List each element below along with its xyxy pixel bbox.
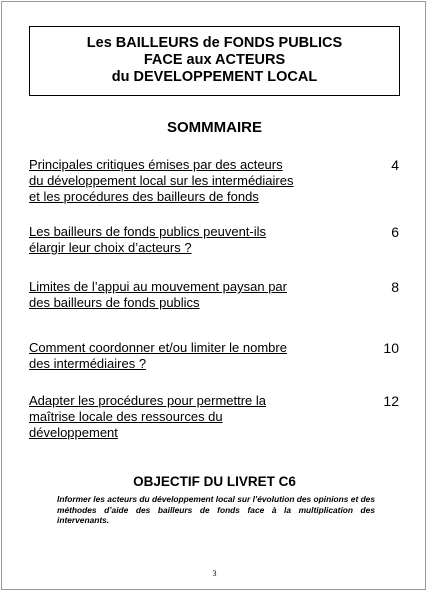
toc-item-link[interactable]: Les bailleurs de fonds publics peuvent-ils élargir leur choix d’acteurs ? xyxy=(29,224,267,255)
toc-item-text[interactable] xyxy=(29,279,359,311)
title-line-2: FACE aux ACTEURS xyxy=(143,52,286,68)
page-number: 3 xyxy=(212,569,217,578)
toc-item-text[interactable] xyxy=(29,393,359,441)
toc-item-page: 8 xyxy=(391,279,399,295)
toc-item-page: 6 xyxy=(391,224,399,240)
toc-item-text[interactable] xyxy=(29,224,359,256)
objectif-text: Informer les acteurs du développement local sur l’évolution des opinions et des méthodes d’aide des bailleurs de fonds face à la multiplication des intervenants. xyxy=(57,494,375,525)
toc-item-page: 12 xyxy=(383,393,399,409)
toc-item-link[interactable]: Adapter les procédures pour permettre la maîtrise locale des ressources du développement xyxy=(29,393,267,440)
objectif-title: OBJECTIF DU LIVRET C6 xyxy=(133,474,296,489)
toc-item-text[interactable] xyxy=(29,157,359,205)
toc-item-link[interactable]: Comment coordonner et/ou limiter le nombre des intermédiaires ? xyxy=(29,340,287,371)
title-line-3: du DEVELOPPEMENT LOCAL xyxy=(111,69,318,85)
toc-item-link[interactable]: Limites de l’appui au mouvement paysan par des bailleurs de fonds publics xyxy=(29,279,287,310)
sommaire-heading: SOMMMAIRE xyxy=(167,119,262,136)
toc-item-text[interactable] xyxy=(29,340,359,372)
toc-item-page: 10 xyxy=(383,340,399,356)
toc-item-link[interactable]: Principales critiques émises par des acteurs du développement local sur les intermédiaires et les procédures des bailleurs de fonds xyxy=(29,157,294,204)
toc-item-page: 4 xyxy=(391,157,399,173)
title-line-1: Les BAILLEURS de FONDS PUBLICS xyxy=(86,35,343,51)
title-box xyxy=(29,26,400,96)
